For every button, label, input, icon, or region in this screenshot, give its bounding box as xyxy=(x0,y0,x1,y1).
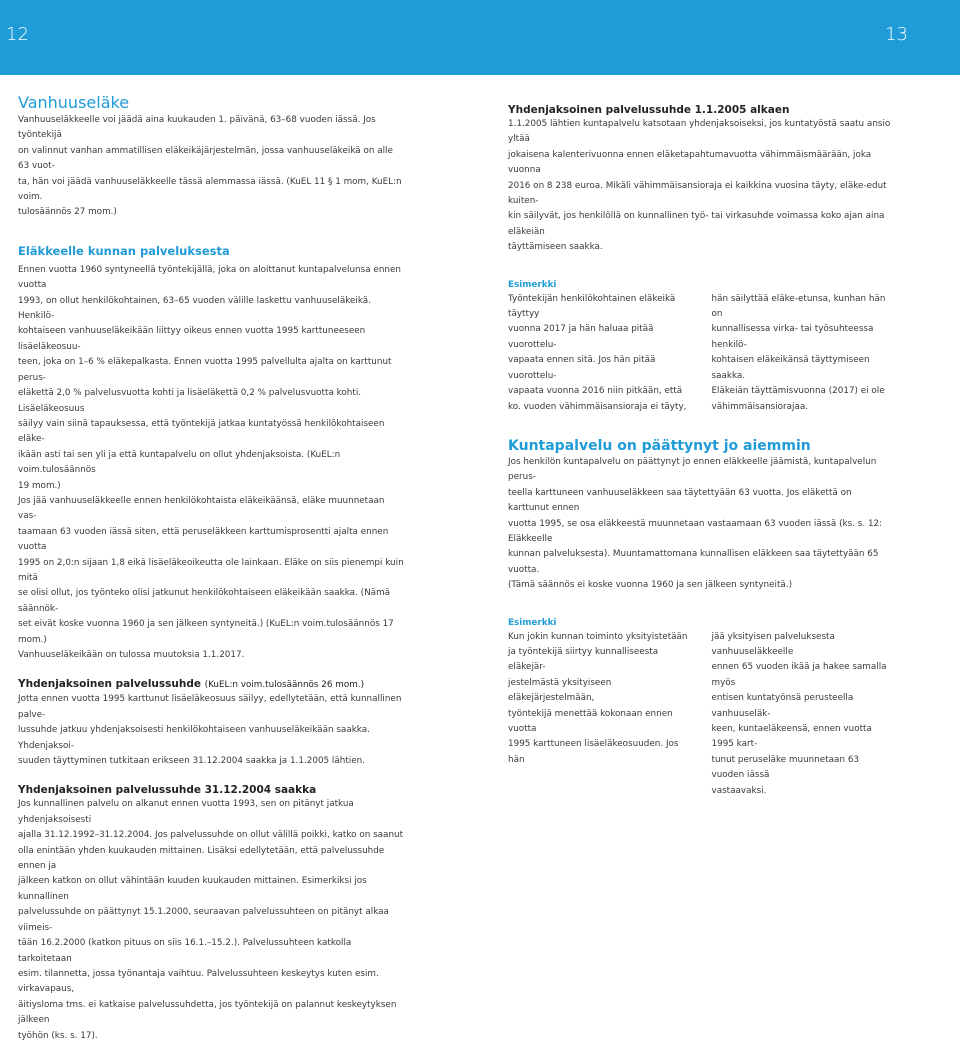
example-label: Esimerkki xyxy=(508,617,557,628)
page-number-left: 12 xyxy=(6,24,29,45)
header-band xyxy=(0,0,960,75)
intro-paragraph: Vanhuuseläkkeelle voi jäädä aina kuukauden 1. päivänä, 63–68 vuoden iässä. Jos työntekijä on valinnut vanhan ammatillisen eläkeikäjärjestelmän, jossa vanhuuseläkeikä on alle 63 vuot- ta, hän voi jäädä vanhuuseläkkeelle tässä alemmassa iässä. (KuEL 11 § 1 mom, KuEL:n voim. tulosäännös 27 mom.) xyxy=(18,115,402,218)
example-text: jää yksityisen palveluksesta vanhuuseläkkeelle ennen 65 vuoden ikää ja hakee samalla myös entisen kuntatyönsä perusteella vanhuuseläk- keen, kuntaeläkeensä, ennen vuotta 1995 kart- tunut peruseläke muunnetaan 63 vuoden iässä vastaavaksi. xyxy=(711,631,887,796)
section-heading-service-ended: Kuntapalvelu on päättynyt jo aiemmin xyxy=(508,437,811,454)
example-text: hän säilyttää eläke-etunsa, kunhan hän on kunnallisessa virka- tai työsuhteessa henkilö- kohtaisen eläkeikänsä täyttymiseen saakka. Eläkeiän täyttämisvuonna (2017) ei ole vähimmäisansiorajaa. xyxy=(711,293,886,412)
example-text: Työntekijän henkilökohtainen eläkeikä täyttyy vuonna 2017 ja hän haluaa pitää vuorottelu- vapaata ennen sitä. Jos hän pitää vuorottelu- vapaata vuonna 2016 niin pitkään, että ko. vuoden vähimmäisansioraja ei täyty, xyxy=(508,293,687,412)
right-column xyxy=(508,103,893,799)
section-paragraph: 1.1.2005 lähtien kuntapalvelu katsotaan yhdenjaksoiseksi, jos kuntatyöstä saatu ansio yltää jokaisena kalenterivuonna ennen eläketapahtumavuotta vähimmäismäärään, joka vuonna 2016 on 8 238 euroa. Mikäli vähimmäisansioraja ei kaikkina vuosina täyty, eläke-edut kuiten- kin säilyvät, jos henkilöllä on kunnallinen työ- tai virkasuhde voimassa koko ajan aina eläkeiän täyttämiseen saakka. xyxy=(508,119,891,253)
section-paragraph: Ennen vuotta 1960 syntyneellä työntekijällä, joka on aloittanut kuntapalvelunsa ennen vuotta 1993, on ollut henkilökohtainen, 63–65 vuoden välille laskettu vanhuuseläkeikä. Henkilö- kohtaiseen vanhuuseläkeikään liittyy oikeus ennen vuotta 1995 karttuneeseen lisäeläkeosuu- teen, joka on 1–6 % eläkepalkasta. Ennen vuotta 1995 palvellulta ajalta on karttunut perus- eläkettä 2,0 % palvelusvuotta kohti ja lisäeläkettä 0,2 % palvelusvuotta kohti. Lisäeläkeosuus säilyy vain siinä tapauksessa, että työntekijä jatkaa kuntatyössä henkilökohtaiseen eläke- ikään asti tai sen yli ja että kuntapalvelu on ollut yhdenjaksoista. (KuEL:n voim.tulosäännös 19 mom.) xyxy=(18,264,401,491)
section-paragraph: Jos jää vanhuuseläkkeelle ennen henkilökohtaista eläkeikäänsä, eläke muunnetaan vas- taamaan 63 vuoden iässä siten, että peruseläkkeen karttumisprosentti ajalta ennen vuotta 1995 on 2,0:n sijaan 1,8 eikä lisäeläkeoikeutta ole lainkaan. Eläke on siis pienempi kuin mitä se olisi ollut, jos työnteko olisi jatkunut henkilökohtaiseen eläkeikään saakka. (Nämä säännök- set eivät koske vuonna 1960 ja sen jälkeen syntyneitä.) (KuEL:n voim.tulosäännös 17 mom.) Vanhuuseläkeikään on tulossa muutoksia 1.1.2017. xyxy=(18,495,404,660)
example-box xyxy=(508,630,893,799)
example-box xyxy=(508,292,893,415)
page-title: Vanhuuseläke xyxy=(18,93,130,112)
example-text: Kun jokin kunnan toiminto yksityistetään ja työntekijä siirtyy kunnalliseesta eläkejär- jestelmästä yksityiseen eläkejärjestelmään, työntekijä menettää kokonaan ennen vuotta 1995 karttuneen lisäeläkeosuuden. Jos hän xyxy=(508,631,688,765)
section-heading-continuous-service: Yhdenjaksoinen palvelussuhde (KuEL:n voim.tulosäännös 26 mom.) xyxy=(18,678,365,691)
section-heading-retirement-from-municipal: Eläkkeelle kunnan palveluksesta xyxy=(18,243,230,258)
section-paragraph: Jotta ennen vuotta 1995 karttunut lisäeläkeosuus säilyy, edellytetään, että kunnallinen palve- lussuhde jatkuu yhdenjaksoisesti henkilökohtaiseen vanhuuseläkeikään saakka. Yhdenjaksoi- suuden täyttyminen tutkitaan erikseen 31.12.2004 saakka ja 1.1.2005 lähtien. xyxy=(18,694,402,767)
section-heading-continuous-service-2004: Yhdenjaksoinen palvelussuhde 31.12.2004 saakka xyxy=(18,784,317,797)
section-paragraph: Jos kunnallinen palvelu on alkanut ennen vuotta 1993, sen on pitänyt jatkua yhdenjaksoisesti ajalla 31.12.1992–31.12.2004. Jos palvelussuhde on ollut välillä poikki, katko on saanut olla enintään yhden kuukauden mittainen. Lisäksi edellytetään, että palvelussuhde ennen ja jälkeen katkon on ollut vähintään kuuden kuukauden mittainen. Esimerkiksi jos kunnallinen palvelussuhde on päättynyt 15.1.2000, seuraavan palvelussuhteen on pitänyt alkaa viimeis- tään 16.2.2000 (katkon pituus on siis 16.1.–15.2.). Palvelussuhteen katkolla tarkoitetaan esim. tilannetta, jossa työnantaja vaihtuu. Palvelussuhteen keskeytys kuten esim. virkavapaus, äitiysloma tms. ei katkaise palvelussuhdetta, jos työntekijä on palannut keskeytyksen jälkeen työhön (ks. s. 17). xyxy=(18,799,404,1041)
example-label: Esimerkki xyxy=(508,279,557,290)
left-column xyxy=(18,93,404,1044)
section-paragraph: Jos henkilön kuntapalvelu on päättynyt jo ennen eläkkeelle jäämistä, kuntapalvelun perus- teella karttuneen vanhuuseläkkeen saa täytettyään 63 vuotta. Jos eläkettä on karttunut ennen vuotta 1995, se osa eläkkeestä muunnetaan vastaamaan 63 vuoden iässä (ks. s. 12: Eläkkeelle kunnan palveluksesta). Muuntamattomana kunnallisen eläkkeen saa täytettyään 65 vuotta. (Tämä säännös ei koske vuonna 1960 ja sen jälkeen syntyneitä.) xyxy=(508,456,883,591)
page-number-right: 13 xyxy=(885,24,908,45)
section-heading-continuous-service-2005: Yhdenjaksoinen palvelussuhde 1.1.2005 alkaen xyxy=(508,104,790,116)
